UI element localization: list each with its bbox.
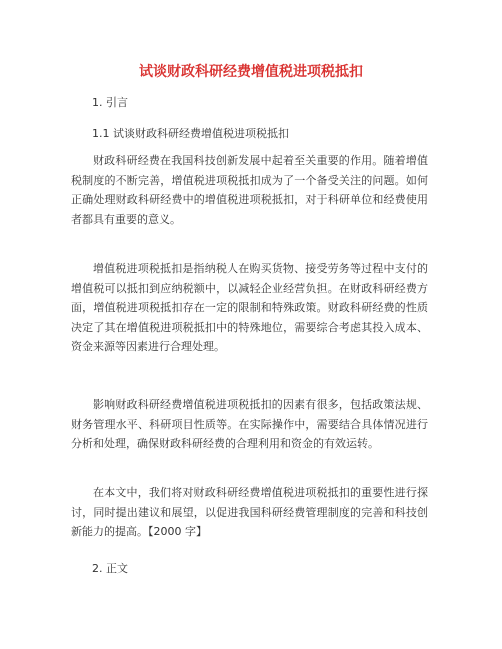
paragraph-4: 在本文中，我们将对财政科研经费增值税进项税抵扣的重要性进行探讨，同时提出建议和展望，以促进我国科研经费管理制度的完善和科技创新能力的提高。【2000 字】 xyxy=(71,486,428,539)
paragraph-2: 增值税进项税抵扣是指纳税人在购买货物、接受劳务等过程中支付的增值税可以抵扣到应纳税额中，以减轻企业经营负担。在财政科研经费方面，增值税进项税抵扣存在一定的限制和特殊政策。财政科研经费的性质决定了其在增值税进项税抵扣中的特殊地位，需要综合考虑其投入成本、资金来源等因素进行合理处理。 xyxy=(71,262,428,354)
section-2-heading: 2. 正文 xyxy=(92,562,128,575)
paragraph-3: 影响财政科研经费增值税进项税抵扣的因素有很多，包括政策法规、财务管理水平、科研项目性质等。在实际操作中，需要结合具体情况进行分析和处理，确保财政科研经费的合理利用和资金的有效运转。 xyxy=(71,398,428,451)
subsection-1-1-heading: 1.1 试谈财政科研经费增值税进项税抵扣 xyxy=(92,127,289,140)
document-title: 试谈财政科研经费增值税进项税抵扣 xyxy=(139,64,363,80)
section-1-heading: 1. 引言 xyxy=(92,96,128,109)
paragraph-1: 财政科研经费在我国科技创新发展中起着至关重要的作用。随着增值税制度的不断完善，增值税进项税抵扣成为了一个备受关注的问题。如何正确处理财政科研经费中的增值税进项税抵扣，对于科研单位和经费使用者都具有重要的意义。 xyxy=(71,154,428,226)
